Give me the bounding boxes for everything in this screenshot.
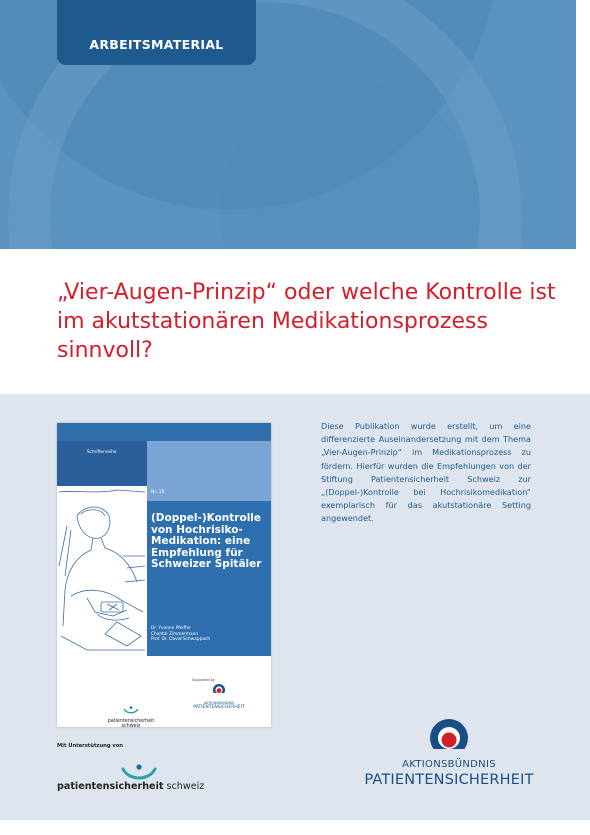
publication-cover[interactable] xyxy=(57,423,271,727)
cover-author: Chantal Zimmermann xyxy=(151,631,199,637)
page-bottom-margin xyxy=(0,820,590,835)
cover-ps-logo-text: patientensicherheit schweiz xyxy=(107,719,155,727)
cover-author: Dr. Yvonne Pfeiffer xyxy=(151,626,191,631)
cover-authors xyxy=(151,626,210,643)
aktionsbuendnis-logo xyxy=(360,718,538,798)
cover-issue-number: Nr. 10 xyxy=(151,490,165,495)
cover-sketch-illustration xyxy=(57,486,147,656)
cover-ab-line2: PATIENTENSICHERHEIT xyxy=(193,705,245,710)
cover-footer xyxy=(57,656,271,727)
cover-ab-emblem-icon xyxy=(212,683,226,697)
cover-title: (Doppel-)Kontrolle von Hochrisiko- Medikation: eine Empfehlung für Schweizer Spitäler xyxy=(151,512,262,570)
ab-logo-line2: PATIENTENSICHERHEIT xyxy=(364,772,534,788)
cover-series-label: Schriftenreihe xyxy=(87,449,117,454)
ab-emblem-icon xyxy=(427,718,471,760)
support-label: Mit Unterstützung von xyxy=(57,743,123,749)
ps-wordmark-bold: patientensicherheit xyxy=(57,781,164,792)
ps-wordmark xyxy=(57,781,204,792)
cover-top-bar xyxy=(57,423,271,441)
document-title: „Vier-Augen-Prinzip“ oder welche Kontrolle ist im akutstationären Medikationsprozess sinnvoll? xyxy=(57,280,556,363)
header-banner xyxy=(0,0,576,249)
ps-swoosh-icon xyxy=(121,764,157,782)
ps-wordmark-regular: schweiz xyxy=(163,781,205,792)
cover-author: Prof. Dr. David Schwappach xyxy=(151,637,211,643)
cover-aktionsbuendnis-logo xyxy=(189,678,249,710)
ab-logo-line1: AKTIONSBÜNDNIS xyxy=(402,759,496,770)
category-tab xyxy=(57,0,256,65)
cover-ab-line1: AKTIONSBÜNDNIS xyxy=(203,701,235,705)
publication-description: Diese Publikation wurde erstellt, um eine differenzierte Auseinandersetzung mit dem Thema „Vier-Augen-Prinzip“ im Medikationsprozess zu fördern. Hierfür wurden die Empfehlungen von der Stiftung Patientensicherheit Schweiz zur „(Doppel-)Kontrolle bei Hochrisikomedikation“ exemplarisch für das akutstationäre Setting angewendet. xyxy=(321,421,531,524)
cover-patientensicherheit-logo xyxy=(101,700,161,727)
cover-ps-swoosh-icon xyxy=(123,706,139,715)
category-tab-label: ARBEITSMATERIAL xyxy=(89,37,224,52)
cover-title-panel-top xyxy=(147,441,271,501)
cover-ab-small-text: Supported by xyxy=(192,678,215,682)
